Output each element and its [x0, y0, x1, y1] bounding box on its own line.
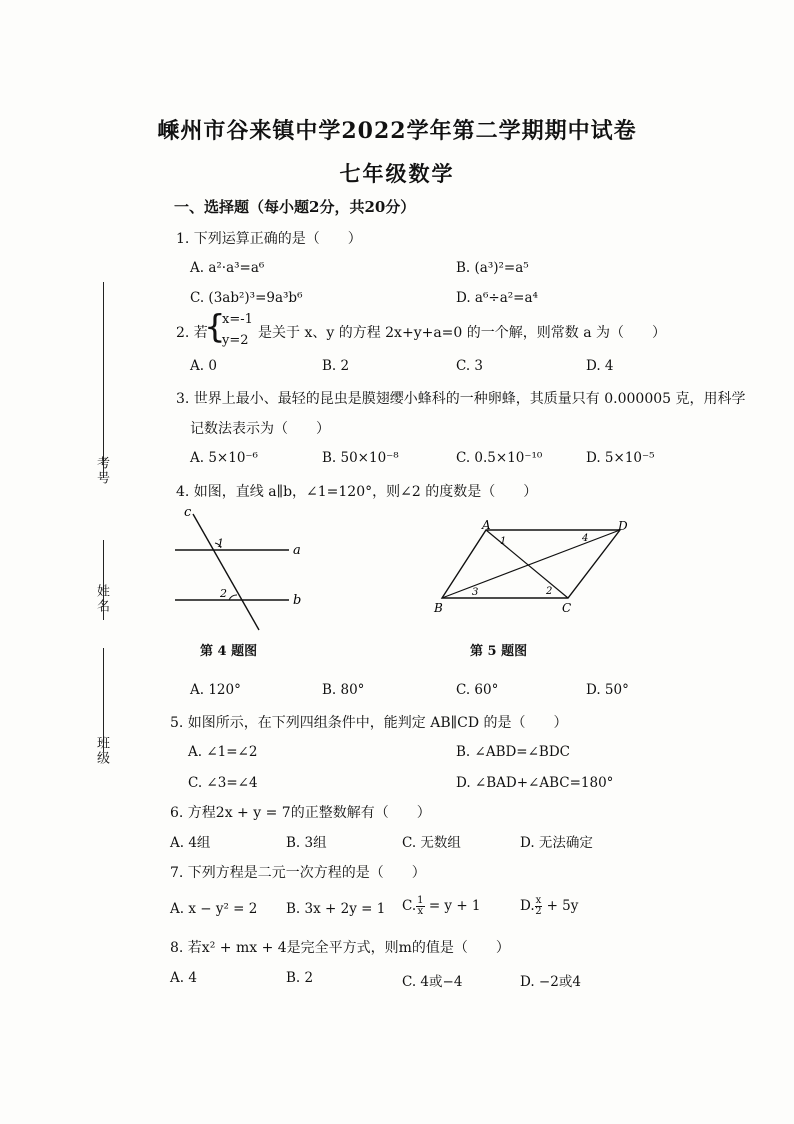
angle-2-arc — [229, 595, 237, 600]
q1-option-d: D. a⁶÷a²=a⁴ — [456, 290, 538, 306]
question-1-stem: 1. 下列运算正确的是（ ） — [176, 231, 362, 247]
figure-4-diagram — [165, 502, 315, 634]
fig5-label-2: 2 — [546, 586, 553, 597]
q7-option-b: B. 3x + 2y = 1 — [286, 901, 386, 917]
figure-4-caption: 第 4 题图 — [200, 644, 258, 659]
q6-option-a: A. 4组 — [170, 835, 211, 851]
q7-option-c — [402, 896, 481, 917]
q4-option-b: B. 80° — [322, 682, 365, 698]
q5-option-b: B. ∠ABD=∠BDC — [456, 744, 571, 760]
q5-option-c: C. ∠3=∠4 — [188, 775, 258, 791]
q7-c-fraction — [416, 896, 424, 917]
question-2-prefix: 2. 若 — [176, 325, 208, 341]
fig4-label-c: c — [184, 505, 192, 520]
diagonal-ac — [486, 530, 568, 598]
question-6-stem: 6. 方程2x + y = 7的正整数解有（ ） — [170, 805, 431, 821]
q6-option-d: D. 无法确定 — [520, 835, 593, 851]
fig5-label-4: 4 — [582, 533, 589, 544]
fig5-label-c: C — [562, 601, 572, 615]
q1-option-a: A. a²·a³=a⁶ — [190, 260, 265, 276]
q8-option-b: B. 2 — [286, 970, 314, 986]
q7-option-a: A. x − y² = 2 — [170, 901, 258, 917]
fig4-label-b: b — [293, 593, 302, 608]
fig5-label-b: B — [434, 601, 443, 615]
margin-line — [103, 282, 104, 478]
figure-5-caption: 第 5 题图 — [470, 644, 528, 659]
q7-c-denominator: x — [417, 906, 424, 917]
system-eq-top: x=-1 — [222, 312, 253, 327]
fig5-label-a: A — [482, 520, 491, 532]
q1-option-b: B. (a³)²=a⁵ — [456, 260, 529, 276]
exam-title: 嵊州市谷来镇中学2022学年第二学期期中试卷 — [157, 118, 637, 144]
line-c — [193, 514, 259, 630]
q5-option-d: D. ∠BAD+∠ABC=180° — [456, 775, 614, 791]
q7-c-numerator: 1 — [417, 895, 424, 906]
q7-c-suffix: = y + 1 — [428, 898, 481, 914]
fig5-label-3: 3 — [472, 587, 479, 598]
q2-option-a: A. 0 — [190, 358, 217, 374]
class-label: 班级 — [94, 736, 109, 766]
question-2-stem: 是关于 x、y 的方程 2x+y+a=0 的一个解，则常数 a 为（ ） — [258, 325, 667, 341]
q6-option-b: B. 3组 — [286, 835, 327, 851]
q5-option-a: A. ∠1=∠2 — [188, 744, 258, 760]
q3-option-a: A. 5×10⁻⁶ — [190, 450, 258, 466]
question-4-stem: 4. 如图，直线 a∥b，∠1=120°，则∠2 的度数是（ ） — [176, 484, 538, 500]
q4-option-d: D. 50° — [586, 682, 629, 698]
fig5-label-d: D — [618, 520, 628, 533]
fig4-label-a: a — [293, 543, 301, 558]
q7-option-d — [520, 896, 578, 917]
q4-option-a: A. 120° — [190, 682, 241, 698]
question-8-stem: 8. 若x² + mx + 4是完全平方式，则m的值是（ ） — [170, 940, 510, 956]
q3-option-d: D. 5×10⁻⁵ — [586, 450, 655, 466]
exam-subtitle: 七年级数学 — [339, 161, 455, 186]
q2-option-d: D. 4 — [586, 358, 614, 374]
q8-option-d: D. −2或4 — [520, 974, 581, 990]
question-5-stem: 5. 如图所示，在下列四组条件中，能判定 AB∥CD 的是（ ） — [170, 715, 568, 731]
fig4-label-2: 2 — [220, 587, 227, 600]
section-heading: 一、选择题（每小题2分，共20分） — [174, 198, 416, 216]
question-7-stem: 7. 下列方程是二元一次方程的是（ ） — [170, 865, 426, 881]
equation-brace: { — [204, 308, 226, 346]
q6-option-c: C. 无数组 — [402, 835, 461, 851]
q3-option-c: C. 0.5×10⁻¹⁰ — [456, 450, 543, 466]
q8-option-c: C. 4或−4 — [402, 974, 463, 990]
q2-option-b: B. 2 — [322, 358, 350, 374]
name-label: 姓名 — [94, 584, 109, 614]
fig4-label-1: 1 — [217, 537, 224, 550]
q7-d-numerator: x — [535, 895, 542, 906]
q7-d-suffix: + 5y — [546, 898, 579, 914]
q3-option-b: B. 50×10⁻⁸ — [322, 450, 399, 466]
q7-d-denominator: 2 — [535, 906, 542, 917]
q7-c-prefix: C. — [402, 898, 417, 914]
system-eq-bottom: y=2 — [222, 333, 249, 348]
q8-option-a: A. 4 — [170, 970, 197, 986]
q7-d-fraction — [535, 896, 543, 917]
q1-option-c: C. (3ab²)³=9a³b⁶ — [190, 290, 303, 306]
question-3-line-1: 3. 世界上最小、最轻的昆虫是膜翅缨小蜂科的一种卵蜂，其质量只有 0.000005 克，用科学 — [176, 391, 746, 407]
question-3-line-2: 记数法表示为（ ） — [190, 421, 330, 437]
q4-option-c: C. 60° — [456, 682, 499, 698]
exam-number-label: 考号 — [94, 456, 109, 486]
figure-5-diagram — [432, 520, 632, 616]
q2-option-c: C. 3 — [456, 358, 484, 374]
fig5-label-1: 1 — [500, 536, 507, 547]
q7-d-prefix: D. — [520, 898, 535, 914]
